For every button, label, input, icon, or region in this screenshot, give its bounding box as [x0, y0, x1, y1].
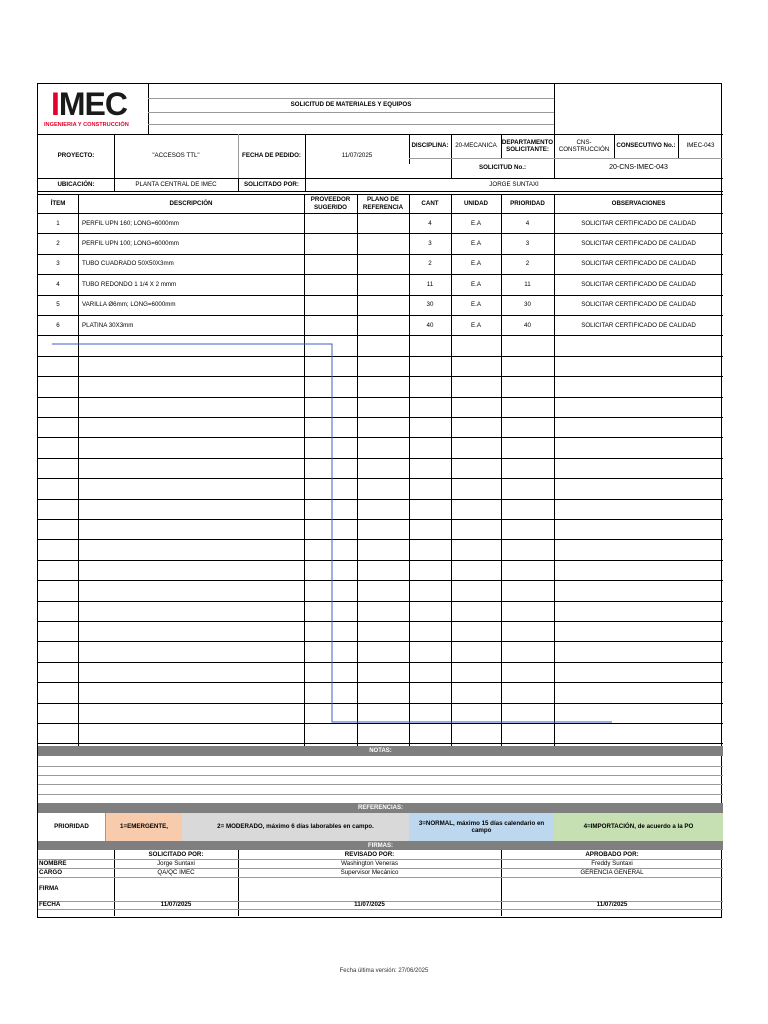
row-prioridad[interactable]: 40	[524, 321, 531, 329]
solicitado-cargo[interactable]: QA/QC IMEC	[157, 868, 195, 876]
aprobado-nombre[interactable]: Freddy Suntaxi	[591, 859, 633, 867]
cargo-label: CARGO	[39, 868, 63, 876]
row-unidad[interactable]: E.A	[471, 321, 481, 329]
row-item-number: 1	[56, 219, 60, 227]
logo-mark-dark: MEC	[58, 86, 127, 122]
row-cant[interactable]: 3	[428, 240, 432, 248]
prioridad-3-normal: 3=NORMAL, máximo 15 días calendario en campo	[409, 813, 554, 841]
consecutivo-label: CONSECUTIVO No.:	[616, 142, 676, 150]
solicitado-value[interactable]: JORGE SUNTAXI	[489, 180, 539, 188]
disciplina-label: DISCIPLINA:	[411, 142, 449, 150]
fecha-pedido-label: FECHA DE PEDIDO:	[242, 152, 301, 160]
row-cant[interactable]: 30	[426, 301, 434, 309]
form-title: SOLICITUD DE MATERIALES Y EQUIPOS	[290, 101, 412, 109]
col-header-observaciones: OBSERVACIONES	[611, 199, 666, 207]
col-header-plano: PLANO DE REFERENCIA	[362, 196, 404, 211]
aprobado-cargo[interactable]: GERENCIA GENERAL	[580, 868, 644, 876]
row-prioridad[interactable]: 3	[525, 240, 530, 248]
firma-label: FIRMA	[39, 885, 59, 893]
row-observaciones[interactable]: SOLICITAR CERTIFICADO DE CALIDAD	[581, 321, 696, 329]
row-observaciones[interactable]: SOLICITAR CERTIFICADO DE CALIDAD	[581, 240, 696, 248]
departamento-value[interactable]: CNS-CONSTRUCCIÓN	[558, 138, 610, 153]
nombre-label: NOMBRE	[39, 859, 67, 867]
row-unidad[interactable]: E.A	[471, 280, 481, 288]
row-observaciones[interactable]: SOLICITAR CERTIFICADO DE CALIDAD	[581, 219, 696, 227]
row-descripcion[interactable]: PERFIL UPN 100; LONG=6000mm	[82, 240, 179, 248]
row-item-number: 2	[56, 240, 60, 248]
prioridad-2-moderado: 2= MODERADO, máximo 6 días laborables en campo.	[182, 813, 409, 841]
ubicacion-value[interactable]: PLANTA CENTRAL DE IMEC	[135, 180, 217, 188]
col-header-cant: CANT	[421, 199, 439, 207]
row-unidad[interactable]: E.A	[471, 240, 481, 248]
departamento-label: DEPARTAMENTO SOLICITANTE:	[501, 138, 554, 153]
proyecto-label: PROYECTO:	[57, 152, 95, 160]
row-cant[interactable]: 40	[426, 321, 434, 329]
solicitud-value[interactable]: 20-CNS-IMEC-043	[609, 163, 668, 171]
row-descripcion[interactable]: TUBO REDONDO 1 1/4 X 2 mmm	[82, 280, 177, 288]
logo-mark-red: I	[51, 86, 59, 122]
row-cant[interactable]: 2	[428, 260, 432, 268]
row-descripcion[interactable]: TUBO CUADRADO 50X50X3mm	[82, 260, 174, 268]
consecutivo-value[interactable]: IMEC-043	[686, 142, 715, 150]
fecha-label: FECHA	[39, 901, 61, 909]
col-header-item: ÍTEM	[50, 199, 66, 207]
row-unidad[interactable]: E.A	[471, 260, 481, 268]
firmas-solicitado-header: SOLICITADO POR:	[148, 850, 204, 858]
row-cant[interactable]: 11	[426, 280, 434, 288]
revisado-cargo[interactable]: Supervisor Mecánico	[340, 868, 399, 876]
aprobado-fecha[interactable]: 11/07/2025	[596, 901, 628, 909]
fecha-pedido-value[interactable]: 11/07/2025	[341, 152, 373, 160]
firmas-revisado-header: REVISADO POR:	[344, 850, 395, 858]
referencias-band: REFERENCIAS:	[38, 803, 723, 813]
prioridad-label: PRIORIDAD	[38, 813, 106, 841]
row-prioridad[interactable]: 11	[524, 280, 531, 288]
row-item-number: 6	[56, 321, 60, 329]
solicitado-nombre[interactable]: Jorge Suntaxi	[157, 859, 195, 867]
row-unidad[interactable]: E.A	[471, 301, 481, 309]
row-cant[interactable]: 4	[428, 219, 432, 227]
row-descripcion[interactable]: VARILLA Ø6mm; LONG=6000mm	[82, 301, 176, 309]
solicitado-fecha[interactable]: 11/07/2025	[160, 901, 192, 909]
col-header-unidad: UNIDAD	[463, 199, 489, 207]
col-header-proveedor: PROVEEDOR SUGERIDO	[310, 196, 351, 211]
row-descripcion[interactable]: PERFIL UPN 160; LONG=6000mm	[82, 219, 179, 227]
prioridad-4-importacion: 4=IMPORTACIÓN, de acuerdo a la PO	[554, 813, 723, 841]
row-unidad[interactable]: E.A	[471, 219, 481, 227]
row-descripcion[interactable]: PLATINA 30X3mm	[82, 321, 134, 329]
revisado-fecha[interactable]: 11/07/2025	[354, 901, 385, 909]
firmas-aprobado-header: APROBADO POR:	[585, 850, 639, 858]
row-item-number: 5	[56, 301, 60, 309]
prioridad-1-emergente: 1=EMERGENTE,	[106, 813, 182, 841]
row-observaciones[interactable]: SOLICITAR CERTIFICADO DE CALIDAD	[581, 280, 696, 288]
row-prioridad[interactable]: 2	[525, 260, 530, 268]
logo-subtitle: INGENIERIA Y CONSTRUCCIÓN	[44, 122, 129, 128]
solicitado-label: SOLICITADO POR:	[244, 180, 299, 188]
row-observaciones[interactable]: SOLICITAR CERTIFICADO DE CALIDAD	[581, 301, 696, 309]
solicitud-label: SOLICITUD No.:	[478, 164, 527, 172]
notas-band: NOTAS:	[38, 746, 723, 756]
row-prioridad[interactable]: 30	[524, 301, 531, 309]
col-header-descripcion: DESCRIPCIÓN	[169, 199, 213, 207]
row-item-number: 4	[56, 280, 60, 288]
col-header-prioridad: PRIORIDAD	[510, 199, 545, 207]
row-observaciones[interactable]: SOLICITAR CERTIFICADO DE CALIDAD	[581, 260, 696, 268]
version-note: Fecha última versión: 27/06/2025	[339, 968, 429, 974]
revisado-nombre[interactable]: Washington Veneras	[341, 859, 398, 867]
proyecto-value[interactable]: "ACCESOS TTL"	[152, 152, 200, 160]
row-item-number: 3	[56, 260, 60, 268]
disciplina-value[interactable]: 20-MECANICA	[455, 142, 497, 150]
row-prioridad[interactable]: 4	[525, 219, 530, 227]
ubicacion-label: UBICACIÓN:	[57, 180, 95, 188]
firmas-band: FIRMAS:	[38, 841, 723, 850]
